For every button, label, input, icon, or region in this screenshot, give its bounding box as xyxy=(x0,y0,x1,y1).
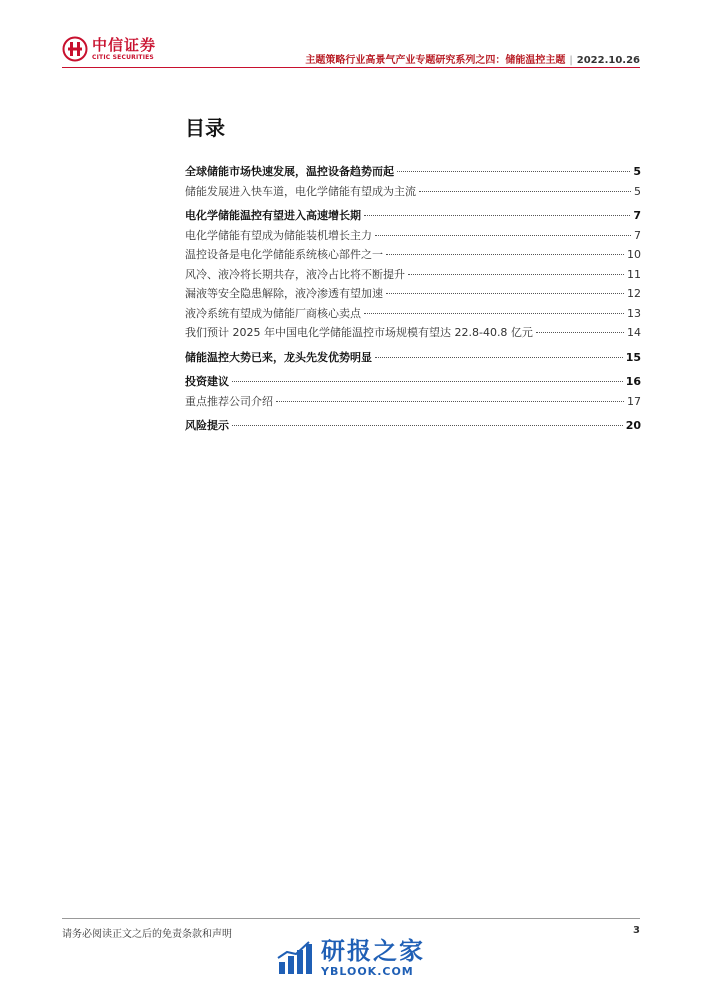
toc-leader-dots xyxy=(232,425,623,426)
toc-leader-dots xyxy=(408,274,624,275)
toc-entry[interactable] xyxy=(185,162,641,182)
toc-entry-page: 16 xyxy=(625,375,641,388)
toc-entry[interactable] xyxy=(185,245,641,265)
toc-entry-text: 风险提示 xyxy=(185,419,229,432)
toc-entry-page: 7 xyxy=(634,228,641,242)
toc-entry[interactable] xyxy=(185,206,641,226)
toc-entry[interactable] xyxy=(185,392,641,412)
bar-chart-icon xyxy=(275,938,315,978)
toc-leader-dots xyxy=(536,332,624,333)
watermark xyxy=(275,938,425,978)
toc-leader-dots xyxy=(397,171,630,172)
toc-entry-page: 20 xyxy=(625,419,641,432)
header-info xyxy=(305,51,640,66)
toc-entry-text: 电化学储能温控有望进入高速增长期 xyxy=(185,209,361,222)
toc-entry-text: 电化学储能有望成为储能装机增长主力 xyxy=(185,228,372,242)
toc-leader-dots xyxy=(375,235,631,236)
toc-entry[interactable] xyxy=(185,284,641,304)
toc-entry-text: 液冷系统有望成为储能厂商核心卖点 xyxy=(185,306,361,320)
toc-entry-page: 15 xyxy=(625,350,641,364)
toc-title: 目录 xyxy=(185,116,225,140)
toc-leader-dots xyxy=(419,191,631,192)
toc-entry-text: 我们预计 2025 年中国电化学储能温控市场规模有望达 22.8-40.8 亿元 xyxy=(185,326,533,339)
header-separator: | xyxy=(569,55,573,66)
toc-entry-page: 10 xyxy=(627,248,641,261)
toc-entry-page: 12 xyxy=(627,287,641,300)
toc-leader-dots xyxy=(386,293,624,294)
toc-entry-text: 温控设备是电化学储能系统核心部件之一 xyxy=(185,248,383,261)
toc-entry-text: 储能发展进入快车道，电化学储能有望成为主流 xyxy=(185,184,416,198)
toc-entry-text: 漏液等安全隐患解除，液冷渗透有望加速 xyxy=(185,287,383,300)
header-divider xyxy=(62,67,640,68)
disclaimer-note: 请务必阅读正文之后的免责条款和声明 xyxy=(62,929,232,940)
toc-entry-text: 储能温控大势已来，龙头先发优势明显 xyxy=(185,350,372,364)
logo-name-en: CITIC SECURITIES xyxy=(92,53,154,61)
toc-entry[interactable] xyxy=(185,323,641,343)
toc-leader-dots xyxy=(276,401,624,402)
toc-entry-page: 17 xyxy=(627,394,641,408)
toc-leader-dots xyxy=(364,313,624,314)
toc-entry-page: 5 xyxy=(633,165,641,178)
toc-leader-dots xyxy=(364,215,630,216)
table-of-contents xyxy=(185,162,641,436)
toc-leader-dots xyxy=(375,357,623,358)
toc-leader-dots xyxy=(232,381,623,382)
toc-entry[interactable] xyxy=(185,226,641,246)
toc-entry-page: 13 xyxy=(627,306,641,320)
toc-entry-text: 投资建议 xyxy=(185,375,229,388)
citic-logo-icon xyxy=(62,36,88,62)
footer-divider xyxy=(62,918,640,919)
report-title: 主题策略行业高景气产业专题研究系列之四：储能温控主题 xyxy=(305,55,566,66)
toc-entry-text: 重点推荐公司介绍 xyxy=(185,394,273,408)
toc-entry-page: 5 xyxy=(634,184,641,198)
toc-entry[interactable] xyxy=(185,348,641,368)
citic-logo xyxy=(62,36,156,62)
toc-entry-page: 14 xyxy=(627,326,641,339)
toc-entry[interactable] xyxy=(185,182,641,202)
toc-entry-page: 7 xyxy=(633,209,641,222)
toc-leader-dots xyxy=(386,254,624,255)
toc-entry[interactable] xyxy=(185,372,641,392)
logo-name-cn: 中信证券 xyxy=(92,35,157,54)
page-number: 3 xyxy=(633,925,640,936)
watermark-name-cn: 研报之家 xyxy=(321,937,425,965)
toc-entry-page: 11 xyxy=(627,267,641,281)
toc-entry-text: 全球储能市场快速发展，温控设备趋势而起 xyxy=(185,165,394,178)
toc-entry[interactable] xyxy=(185,304,641,324)
toc-entry[interactable] xyxy=(185,416,641,436)
watermark-name-en: YBLOOK.COM xyxy=(321,965,414,978)
toc-entry-text: 风冷、液冷将长期共存，液冷占比将不断提升 xyxy=(185,267,405,281)
toc-entry[interactable] xyxy=(185,265,641,285)
report-date: 2022.10.26 xyxy=(576,55,640,66)
